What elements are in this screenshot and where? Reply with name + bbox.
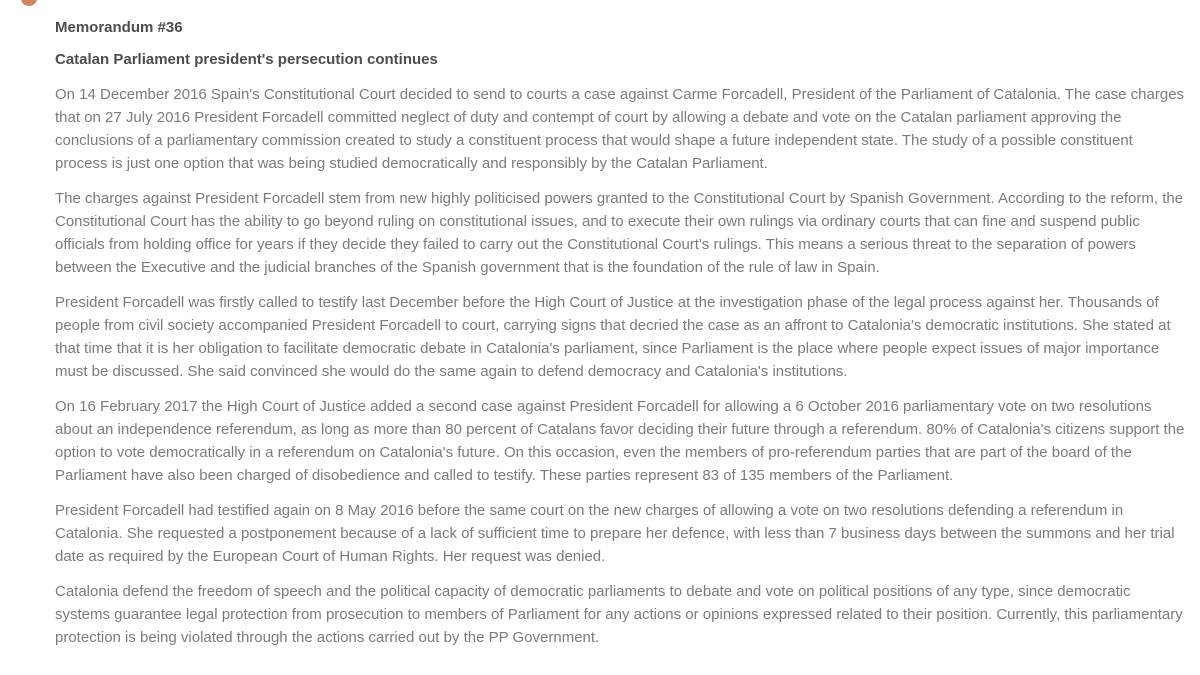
memo-content bbox=[55, 16, 1187, 649]
clipped-orange-circle-icon bbox=[21, 0, 37, 6]
memo-paragraph-1: On 14 December 2016 Spain's Constitutional Court decided to send to courts a case against Carme Forcadell, President of the Parliament of Catalonia. The case charges that on 27 July 2016 President Forcadell committed neglect of duty and contempt of court by allowing a debate and vote on the Catalan parliament approving the conclusions of a parliamentary commission created to study a constituent process that would shape a future independent state. The study of a possible constituent process is just one option that was being studied democratically and responsibly by the Catalan Parliament. bbox=[55, 86, 1185, 172]
memo-paragraph-6: Catalonia defend the freedom of speech and the political capacity of democratic parliaments to debate and vote on political positions of any type, since democratic systems guarantee legal protection from prosecution to members of Parliament for any actions or opinions expressed related to their position. Currently, this parliamentary protection is being violated through the actions carried out by the PP Government. bbox=[55, 583, 1183, 646]
memo-paragraph-2: The charges against President Forcadell stem from new highly politicised powers granted to the Constitutional Court by Spanish Government. According to the reform, the Constitutional Court has the ability to go beyond ruling on constitutional issues, and to execute their own rulings via ordinary courts that can fine and suspend public officials from holding office for years if they decide they failed to carry out the Constitutional Court's rulings. This means a serious threat to the separation of powers between the Executive and the judicial branches of the Spanish government that is the foundation of the rule of law in Spain. bbox=[55, 190, 1184, 276]
memo-paragraph-5: President Forcadell had testified again on 8 May 2016 before the same court on the new charges of allowing a vote on two resolutions defending a referendum in Catalonia. She requested a postponement because of a lack of sufficient time to prepare her defence, with less than 7 business days between the summons and her trial date as required by the European Court of Human Rights. Her request was denied. bbox=[55, 502, 1175, 565]
memo-subtitle: Catalan Parliament president's persecution continues bbox=[55, 51, 438, 68]
memo-paragraph-4: On 16 February 2017 the High Court of Justice added a second case against President Forcadell for allowing a 6 October 2016 parliamentary vote on two resolutions about an independence referendum, as long as more than 80 percent of Catalans favor deciding their future through a referendum. 80% of Catalonia's citizens support the option to vote democratically in a referendum on Catalonia's future. On this occasion, even the members of pro-referendum parties that are part of the board of the Parliament have also been charged of disobedience and called to testify. These parties represent 83 of 135 members of the Parliament. bbox=[55, 398, 1185, 484]
memo-paragraph-3: President Forcadell was firstly called to testify last December before the High Court of Justice at the investigation phase of the legal process against her. Thousands of people from civil society accompanied President Forcadell to court, carrying signs that decried the case as an affront to Catalonia's democratic institutions. She stated at that time that it is her obligation to facilitate democratic debate in Catalonia's parliament, since Parliament is the place where people expect issues of major importance must be discussed. She said convinced she would do the same again to defend democracy and Catalonia's institutions. bbox=[55, 294, 1171, 380]
memo-title: Memorandum #36 bbox=[55, 19, 183, 36]
